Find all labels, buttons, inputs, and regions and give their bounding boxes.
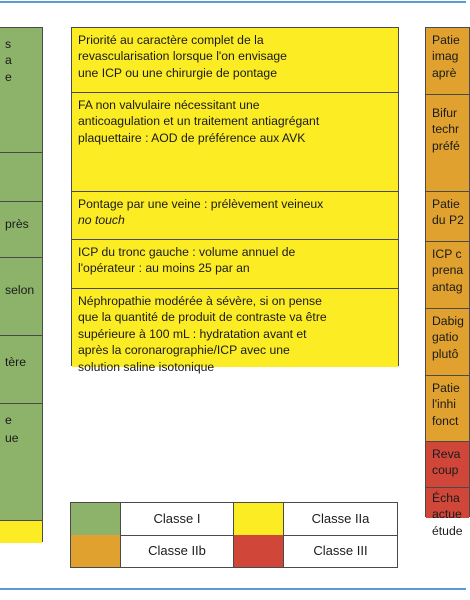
text-line: fonct [432,413,459,428]
center-recommendation-column [71,27,399,374]
right-cell [426,95,469,192]
class-legend [70,502,398,568]
text-line: FA non valvulaire nécessitant une [78,98,260,112]
left-cell [0,258,42,336]
legend-label-class-iii: Classe III [313,543,368,558]
text-line: que la quantité de produit de contraste va être [78,310,327,325]
right-cell [426,28,469,95]
text-line: a [5,53,12,68]
text-line: près [5,217,29,231]
text-line: selon [5,283,35,297]
recommendation-cell [72,93,398,192]
recommendation-cell [72,192,398,240]
legend-row [71,503,397,536]
text-line: tère [5,355,27,369]
text-line: solution saline isotonique [78,359,215,374]
text-line: techr [432,122,460,137]
recommendation-cell [72,28,398,93]
text-line: Dabig [432,314,464,328]
text-line: actue [432,507,462,522]
legend-swatch-class-iia [234,503,284,535]
text-line: supérieure à 100 mL : hydratation avant et [78,326,307,341]
right-cell [426,488,469,538]
text-line: ue [5,431,19,446]
text-line: plutô [432,346,459,361]
text-line: préfé [432,138,460,153]
text-line: Néphropathie modérée à sévère, si on pense [78,294,322,308]
text-line: prena [432,263,464,278]
left-recommendation-column [0,27,43,542]
text-line: e [5,413,12,427]
text-line: revascularisation lorsque l'on envisage [78,49,287,64]
text-line: Patie [432,197,460,211]
legend-swatch-class-i [71,503,121,535]
text-line: étude [432,523,463,538]
text-line: Reva [432,447,461,461]
text-line: après la coronarographie/ICP avec une [78,343,290,358]
text-line: anticoagulation et un traitement antiagrégant [78,114,320,129]
text-line: ICP du tronc gauche : volume annuel de [78,245,296,259]
left-cell [0,404,42,521]
left-cell [0,202,42,258]
right-cell [426,192,469,242]
text-line: Priorité au caractère complet de la [78,33,264,47]
legend-label-class-i: Classe I [121,503,234,535]
legend-label-class-iia: Classe IIa [311,511,370,526]
top-rule [0,1,466,3]
text-line: Bifur [432,106,458,120]
legend-row [71,535,397,567]
text-line: gatio [432,330,459,345]
text-line: plaquettaire : AOD de préférence aux AVK [78,130,306,145]
bottom-rule [0,588,466,590]
text-line: l'opérateur : au moins 25 par an [78,261,250,276]
text-line: ICP c [432,247,462,261]
right-cell [426,309,469,376]
text-line: antag [432,279,463,294]
text-line: Pontage par une veine : prélèvement veineux [78,197,324,211]
right-cell [426,376,469,442]
text-line-italic: no touch [78,213,125,228]
text-line: l'inhi [432,397,457,412]
text-line: aprè [432,65,457,80]
text-line: e [5,69,12,84]
left-cell [0,153,42,202]
text-line: une ICP ou une chirurgie de pontage [78,65,277,80]
legend-swatch-class-iib [71,535,121,567]
right-cell [426,442,469,488]
right-recommendation-column [425,27,470,538]
text-line: s [5,37,12,51]
text-line: Patie [432,33,460,47]
text-line: coup [432,463,459,478]
right-cell [426,242,469,309]
recommendation-cell [72,240,398,289]
text-line: du P2 [432,213,464,228]
legend-label-class-iib: Classe IIb [121,535,234,567]
left-cell [0,521,42,543]
left-cell [0,336,42,404]
text-line: Écha [432,491,460,505]
legend-swatch-class-iii [234,535,284,567]
text-line: Patie [432,381,460,395]
recommendation-cell [72,289,398,374]
left-cell [0,28,42,153]
text-line: imag [432,49,459,64]
